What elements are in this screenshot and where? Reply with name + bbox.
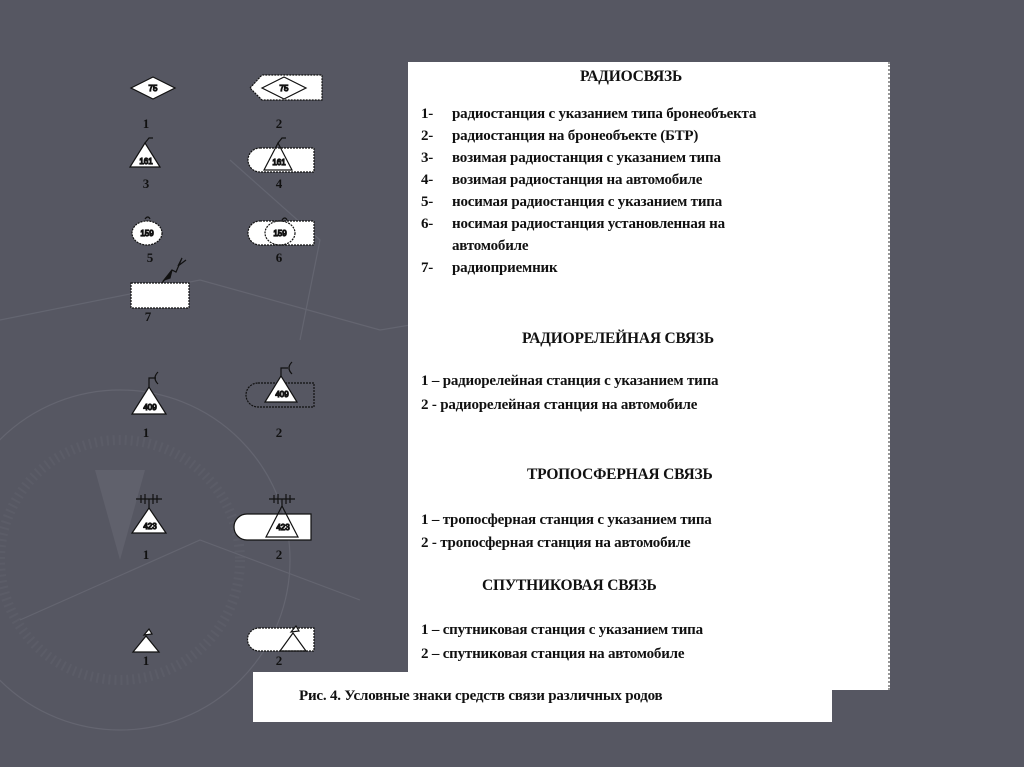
- radio-symbol-7-receiver: [131, 258, 189, 308]
- radio-symbol-2-diamond-on-vehicle: [250, 75, 322, 100]
- radio-item-num: 5-: [421, 194, 434, 210]
- radio-symbol-label: 5: [146, 250, 154, 265]
- radio-item-text: возимая радиостанция с указанием типа: [452, 150, 721, 166]
- tropo-symbol-label: 1: [142, 547, 150, 562]
- radio-item-text-continued: автомобиле: [452, 238, 529, 254]
- radio-symbol-label: 7: [144, 309, 152, 324]
- radio-item-text: радиостанция с указанием типа бронеобъекта: [452, 106, 757, 122]
- satellite-symbol-label: 2: [275, 653, 283, 668]
- relay-symbol-label: 2: [275, 425, 283, 440]
- radio-item-num: 6-: [421, 216, 434, 232]
- radio-item-num: 1-: [421, 106, 434, 122]
- tropo-symbol-1: [132, 494, 166, 533]
- tropo-symbol-label: 2: [275, 547, 283, 562]
- relay-item: 2 - радиорелейная станция на автомобиле: [421, 397, 698, 413]
- svg-text:75: 75: [279, 84, 289, 93]
- radio-symbol-label: 1: [142, 116, 150, 131]
- radio-item-text: носимая радиостанция с указанием типа: [452, 194, 723, 210]
- radio-item-text: возимая радиостанция на автомобиле: [452, 172, 703, 188]
- radio-item-text: радиоприемник: [452, 260, 558, 276]
- tropo-item: 1 – тропосферная станция с указанием типа: [421, 512, 712, 528]
- svg-text:159: 159: [140, 229, 154, 238]
- radio-symbol-6-circle-on-vehicle: [248, 218, 314, 245]
- radio-symbol-label: 2: [275, 116, 283, 131]
- satellite-symbol-label: 1: [142, 653, 150, 668]
- svg-text:159: 159: [273, 229, 287, 238]
- radio-symbol-1-diamond: [131, 77, 175, 99]
- radio-heading: РАДИОСВЯЗЬ: [580, 68, 683, 85]
- relay-symbol-label: 1: [142, 425, 150, 440]
- radio-item-num: 7-: [421, 260, 434, 276]
- radio-item-num: 3-: [421, 150, 434, 166]
- relay-item: 1 – радиорелейная станция с указанием типа: [421, 373, 719, 389]
- radio-symbol-label: 6: [275, 250, 283, 265]
- svg-text:409: 409: [275, 390, 289, 399]
- svg-text:75: 75: [148, 84, 158, 93]
- radio-symbol-3-triangle: [130, 138, 160, 167]
- radio-symbol-4-triangle-on-vehicle: [248, 138, 314, 172]
- tropo-heading: ТРОПОСФЕРНАЯ СВЯЗЬ: [527, 466, 713, 483]
- radio-symbol-label: 4: [275, 176, 283, 191]
- satellite-item: 1 – спутниковая станция с указанием типа: [421, 622, 703, 638]
- satellite-symbol-1: [133, 629, 159, 652]
- relay-symbol-2-on-vehicle: [246, 362, 314, 407]
- svg-text:423: 423: [276, 523, 290, 532]
- svg-text:423: 423: [143, 522, 157, 531]
- tropo-item: 2 - тропосферная станция на автомобиле: [421, 535, 691, 551]
- radio-item-num: 2-: [421, 128, 434, 144]
- radio-symbol-5-circle: [132, 217, 162, 245]
- radio-symbol-label: 3: [142, 176, 150, 191]
- svg-text:409: 409: [143, 403, 157, 412]
- satellite-symbol-2-on-vehicle: [248, 626, 314, 651]
- relay-heading: РАДИОРЕЛЕЙНАЯ СВЯЗЬ: [522, 330, 714, 347]
- symbols-panel: [0, 0, 400, 767]
- radio-item-num: 4-: [421, 172, 434, 188]
- tropo-symbol-2-on-vehicle: [234, 494, 311, 540]
- svg-text:161: 161: [139, 157, 153, 166]
- radio-item-text: радиостанция на бронеобъекте (БТР): [452, 128, 699, 144]
- radio-item-text: носимая радиостанция установленная на: [452, 216, 725, 232]
- figure-caption: Рис. 4. Условные знаки средств связи различных родов: [299, 688, 663, 704]
- satellite-heading: СПУТНИКОВАЯ СВЯЗЬ: [482, 577, 657, 594]
- satellite-item: 2 – спутниковая станция на автомобиле: [421, 646, 685, 662]
- relay-symbol-1: [132, 372, 166, 414]
- svg-text:161: 161: [272, 158, 286, 167]
